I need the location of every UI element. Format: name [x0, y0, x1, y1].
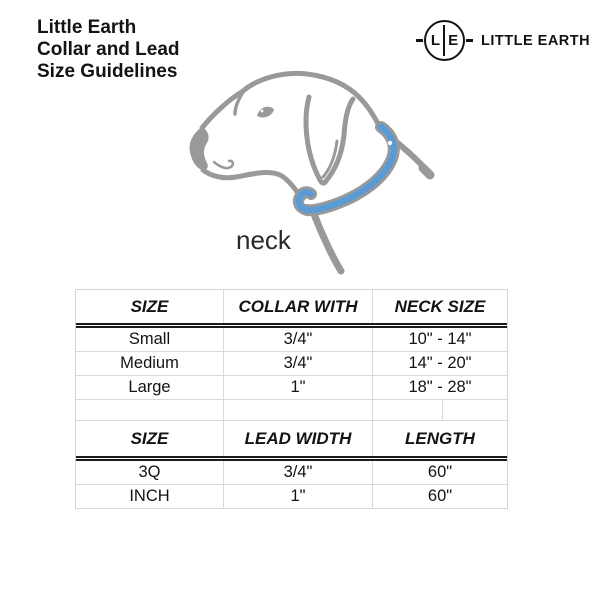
leash-end [423, 168, 430, 175]
brand-logo [416, 20, 590, 61]
empty-cell [76, 400, 224, 420]
cell-size: Small [76, 328, 224, 351]
cell-length: 60" [427, 463, 453, 481]
title-line: Size Guidelines [37, 61, 178, 82]
title-line: Collar and Lead [37, 39, 180, 60]
dog-mouth-curl [214, 161, 233, 168]
cell-collar-width: 1" [224, 376, 373, 399]
lead-table-header-row [76, 421, 507, 461]
cell-lead-width: 1" [224, 485, 373, 508]
empty-cell [373, 400, 507, 420]
column-header-collar-width: COLLAR WITH [224, 290, 373, 323]
cell-neck-size: 18" - 28" [408, 378, 472, 396]
collar-table-row-medium [76, 352, 507, 376]
logo-right-dash [466, 39, 473, 42]
column-header-lead-width: LEAD WIDTH [224, 421, 373, 456]
logo-letter-e: E [448, 32, 459, 49]
cell-neck-size: 10" - 14" [408, 330, 472, 348]
lead-table-row-inch [76, 485, 507, 509]
logo-letter-l: L [430, 32, 441, 49]
spacer-row [76, 400, 507, 421]
collar-ring-bottom [304, 200, 308, 204]
cell-size: Medium [76, 352, 224, 375]
column-header-length: LENGTH [405, 428, 475, 448]
collar-table-row-small [76, 328, 507, 352]
dog-jaw-line [203, 170, 304, 204]
logo-divider-bar [443, 25, 445, 56]
title-line: Little Earth [37, 17, 137, 38]
dog-neck-diagram [185, 65, 465, 280]
cell-collar-width: 3/4" [224, 352, 373, 375]
page-title [37, 17, 180, 83]
lead-table-row-3q [76, 461, 507, 485]
collar-table-header-row [76, 290, 507, 328]
column-header-size: SIZE [76, 421, 224, 456]
column-header-neck-size: NECK SIZE [394, 296, 486, 316]
empty-cell [224, 400, 373, 420]
cell-length: 60" [427, 487, 453, 505]
dog-eye [257, 107, 274, 118]
cell-size: INCH [76, 485, 224, 508]
dog-leg-line [314, 214, 341, 271]
neck-label: neck [236, 225, 291, 255]
stray-grid-line [442, 400, 443, 420]
collar-ring-top [388, 141, 392, 145]
column-header-size: SIZE [76, 290, 224, 323]
logo-left-dash [416, 39, 423, 42]
cell-size: Large [76, 376, 224, 399]
logo-monogram-circle [424, 20, 465, 61]
cell-size: 3Q [76, 461, 224, 484]
dog-nose [190, 127, 209, 170]
collar-table-row-large [76, 376, 507, 400]
cell-neck-size: 14" - 20" [408, 354, 472, 372]
cell-collar-width: 3/4" [224, 328, 373, 351]
dog-eye-highlight [261, 110, 264, 113]
size-tables [75, 289, 508, 509]
brand-wordmark: LITTLE EARTH [481, 32, 591, 49]
cell-lead-width: 3/4" [224, 461, 373, 484]
